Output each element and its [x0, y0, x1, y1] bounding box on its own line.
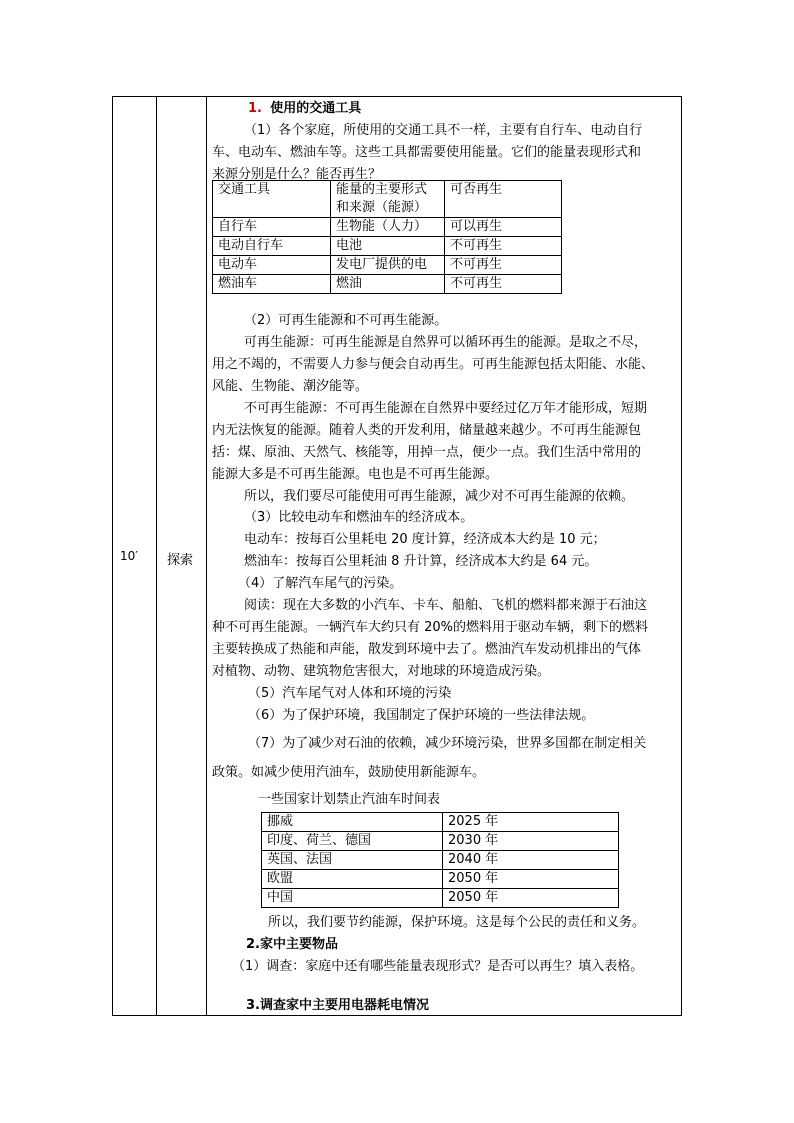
table-row: [262, 889, 619, 908]
section3-title: 3.调查家中主要用电器耗电情况: [246, 998, 429, 1013]
ban-schedule-table: [261, 812, 619, 908]
table-row: [213, 237, 562, 256]
paragraph: 所以，我们要尽可能使用可再生能源，减少对不可再生能源的依赖。: [244, 489, 635, 504]
paragraph: 对植物、动物、建筑物危害很大，对地球的环境造成污染。: [212, 664, 551, 679]
paragraph: 可再生能源：可再生能源是自然界可以循环再生的能源。是取之不尽，: [244, 335, 648, 350]
table-row: [213, 275, 562, 294]
section2-title: 2.家中主要物品: [246, 937, 338, 952]
table-cell: 发电厂提供的电: [331, 256, 445, 275]
time-cell: 10′: [120, 549, 138, 563]
table-cell: 2050 年: [443, 870, 619, 889]
table-cell: 燃油车: [213, 275, 331, 294]
section1-title: 使用的交通工具: [270, 101, 362, 116]
paragraph: 所以，我们要节约能源，保护环境。这是每个公民的责任和义务。: [268, 915, 646, 930]
lesson-table: [112, 96, 682, 1016]
table-cell: 燃油: [331, 275, 445, 294]
table-header-row: [213, 181, 562, 218]
table-header: 可否再生: [445, 181, 562, 218]
table-cell: 可以再生: [445, 218, 562, 237]
paragraph: 种不可再生能源。一辆汽车大约只有 20%的燃料用于驱动车辆，剩下的燃料: [212, 620, 649, 635]
table-cell: 印度、荷兰、德国: [262, 832, 443, 851]
table-cell: 英国、法国: [262, 851, 443, 870]
paragraph: 燃油车：按每百公里耗油 8 升计算，经济成本大约是 64 元。: [244, 554, 598, 569]
table-cell: 电动车: [213, 256, 331, 275]
table-row: [213, 218, 562, 237]
content-cell: [208, 97, 681, 1015]
table-cell: 电动自行车: [213, 237, 331, 256]
table-row: [262, 870, 619, 889]
paragraph: 不可再生能源：不可再生能源在自然界中要经过亿万年才能形成，短期: [244, 401, 648, 416]
transport-table: [212, 180, 562, 294]
table2-title: 一些国家计划禁止汽油车时间表: [258, 792, 441, 807]
table-row: [262, 832, 619, 851]
table-cell: 不可再生: [445, 275, 562, 294]
column-divider: [206, 97, 207, 1015]
paragraph: （6）为了保护环境，我国制定了保护环境的一些法律法规。: [248, 708, 595, 723]
paragraph: 政策。如减少使用汽油车，鼓励使用新能源车。: [212, 765, 486, 780]
table-cell: 中国: [262, 889, 443, 908]
section1-number: 1.: [248, 101, 262, 116]
paragraph: （1）调查：家庭中还有哪些能量表现形式？是否可以再生？填入表格。: [232, 959, 644, 974]
table-header: 能量的主要形式和来源（能源）: [331, 181, 445, 218]
table-cell: 不可再生: [445, 256, 562, 275]
table-cell: 欧盟: [262, 870, 443, 889]
table-row: [262, 851, 619, 870]
table-row: [213, 256, 562, 275]
paragraph: 主要转换成了热能和声能，散发到环境中去了。燃油汽车发动机排出的气体: [212, 642, 642, 657]
table-cell: 自行车: [213, 218, 331, 237]
column-divider: [156, 97, 157, 1015]
paragraph: 来源分别是什么？能否再生？: [212, 167, 382, 182]
table-cell: 挪威: [262, 813, 443, 832]
paragraph: （5）汽车尾气对人体和环境的污染: [248, 686, 452, 701]
table-header: 交通工具: [213, 181, 331, 218]
paragraph: （1）各个家庭，所使用的交通工具不一样，主要有自行车、电动自行: [244, 123, 643, 138]
table-cell: 生物能（人力）: [331, 218, 445, 237]
paragraph: 风能、生物能、潮汐能等。: [212, 379, 369, 394]
stage-cell: 探索: [167, 553, 194, 568]
paragraph: 阅读：现在大多数的小汽车、卡车、船舶、飞机的燃料都来源于石油这: [244, 598, 648, 613]
table-cell: 不可再生: [445, 237, 562, 256]
table-cell: 2040 年: [443, 851, 619, 870]
paragraph: （3）比较电动车和燃油车的经济成本。: [244, 510, 474, 525]
paragraph: 车、电动车、燃油车等。这些工具都需要使用能量。它们的能量表现形式和: [212, 145, 642, 160]
table-cell: 2025 年: [443, 813, 619, 832]
paragraph: （4）了解汽车尾气的污染。: [238, 576, 403, 591]
paragraph: 能源大多是不可再生能源。电也是不可再生能源。: [212, 467, 499, 482]
paragraph: 用之不竭的，不需要人力参与便会自动再生。可再生能源包括太阳能、水能、: [212, 357, 655, 372]
paragraph: 括：煤、原油、天然气、核能等，用掉一点，便少一点。我们生活中常用的: [212, 445, 642, 460]
paragraph: （2）可再生能源和不可再生能源。: [244, 313, 448, 328]
table-row: [262, 813, 619, 832]
table-cell: 2050 年: [443, 889, 619, 908]
paragraph: （7）为了减少对石油的依赖，减少环境污染，世界多国都在制定相关: [248, 736, 647, 751]
section1-heading: [248, 101, 361, 117]
table-cell: 电池: [331, 237, 445, 256]
paragraph: 电动车：按每百公里耗电 20 度计算，经济成本大约是 10 元；: [244, 532, 606, 547]
table-cell: 2030 年: [443, 832, 619, 851]
paragraph: 内无法恢复的能源。随着人类的开发利用，储量越来越少。不可再生能源包: [212, 423, 642, 438]
